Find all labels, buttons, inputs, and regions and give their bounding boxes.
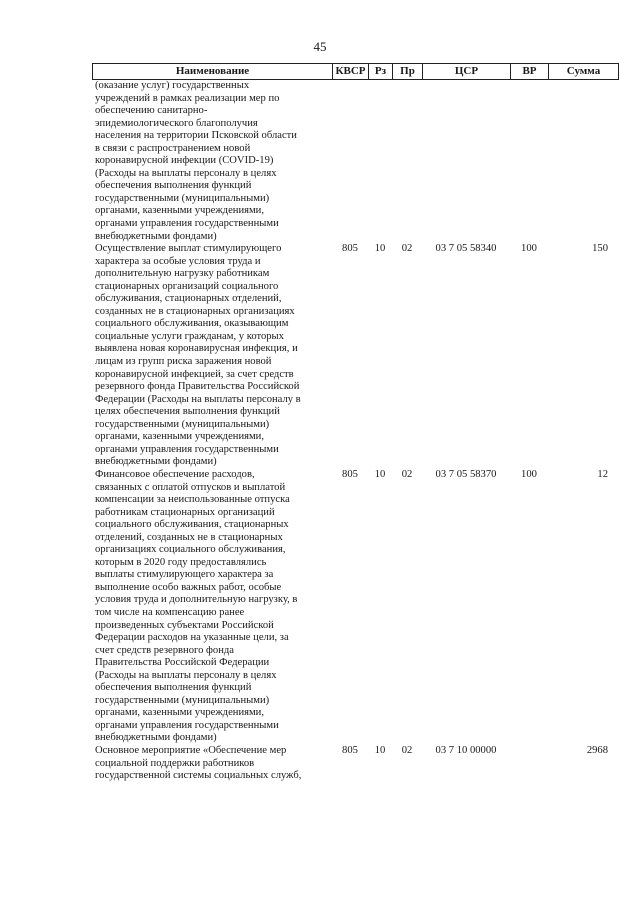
- table-row-name: Основное мероприятие «Обеспечение мер социальной поддержки работников государственной системы социальных служб,: [95, 744, 302, 782]
- cell-csr: 03 7 05 58340: [435, 243, 497, 255]
- cell-pr: 02: [401, 744, 413, 756]
- header-sum: Сумма: [548, 63, 619, 80]
- cell-rz: 10: [374, 468, 386, 480]
- table-row-name: Финансовое обеспечение расходов, связанных с оплатой отпусков и выплатой компенсации за неиспользованные отпуска работникам стационарных организаций социального обслуживания, стационарных отделений, созданных не в стационарных организациях социального обслуживания, которым в 2020 году предоставлялись выплаты стимулирующего характера за выполнение особо важных работ, особые условия труда и дополнительную нагрузку, в том числе на компенсацию ранее произведенных субъектами Российской Федерации расходов на указанные цели, за счет средств резервного фонда Правительства Российской Федерации (Расходы на выплаты персоналу в целях обеспечения выполнения функций государственными (муниципальными) органами, казенными учреждениями, органами управления государственными внебюджетными фондами): [95, 468, 298, 744]
- cell-vr: [510, 80, 548, 243]
- cell-kvsr: 805: [342, 243, 358, 255]
- cell-rz: [368, 80, 392, 243]
- header-pr: Пр: [392, 63, 422, 80]
- header-name: Наименование: [92, 63, 332, 80]
- cell-vr: 100: [521, 468, 537, 480]
- cell-pr: 02: [401, 243, 413, 255]
- cell-rz: 10: [374, 243, 386, 255]
- cell-csr: 03 7 10 00000: [435, 744, 497, 756]
- cell-csr: [422, 80, 510, 243]
- cell-vr: [510, 745, 548, 783]
- cell-kvsr: [332, 80, 368, 243]
- cell-sum: [548, 80, 619, 243]
- header-rz: Рз: [368, 63, 392, 80]
- budget-table: [92, 63, 619, 783]
- table-row-name: (оказание услуг) государственных учреждений в рамках реализации мер по обеспечению санитарно- эпидемиологического благополучия населения на территории Псковской области в связи с распространением новой коронавирусной инфекции (COVID-19) (Расходы на выплаты персоналу в целях обеспечения выполнения функций государственными (муниципальными) органами, казенными учреждениями, органами управления государственными внебюджетными фондами): [95, 80, 297, 242]
- cell-sum: 150: [592, 243, 608, 255]
- table-row-name: Осуществление выплат стимулирующего характера за особые условия труда и дополнительную нагрузку работникам стационарных организаций социального обслуживания, стационарных отделений, созданных не в стационарных организациях социального обслуживания, оказывающим социальные услуги гражданам, у которых выявлена новая коронавирусная инфекция, и лицам из групп риска заражения новой коронавирусной инфекцией, за счет средств резервного фонда Правительства Российской Федерации (Расходы на выплаты персоналу в целях обеспечения выполнения функций государственными (муниципальными) органами, казенными учреждениями, органами управления государственными внебюджетными фондами): [95, 243, 301, 468]
- cell-kvsr: 805: [342, 744, 358, 756]
- header-vr: ВР: [510, 63, 548, 80]
- cell-kvsr: 805: [342, 468, 358, 480]
- cell-pr: 02: [401, 468, 413, 480]
- cell-pr: [392, 80, 422, 243]
- cell-vr: 100: [521, 243, 537, 255]
- header-csr: ЦСР: [422, 63, 510, 80]
- cell-csr: 03 7 05 58370: [435, 468, 497, 480]
- cell-rz: 10: [374, 744, 386, 756]
- cell-sum: 2968: [586, 744, 608, 756]
- header-kvsr: КВСР: [332, 63, 368, 80]
- page-number: 45: [313, 39, 327, 54]
- cell-sum: 12: [597, 468, 608, 480]
